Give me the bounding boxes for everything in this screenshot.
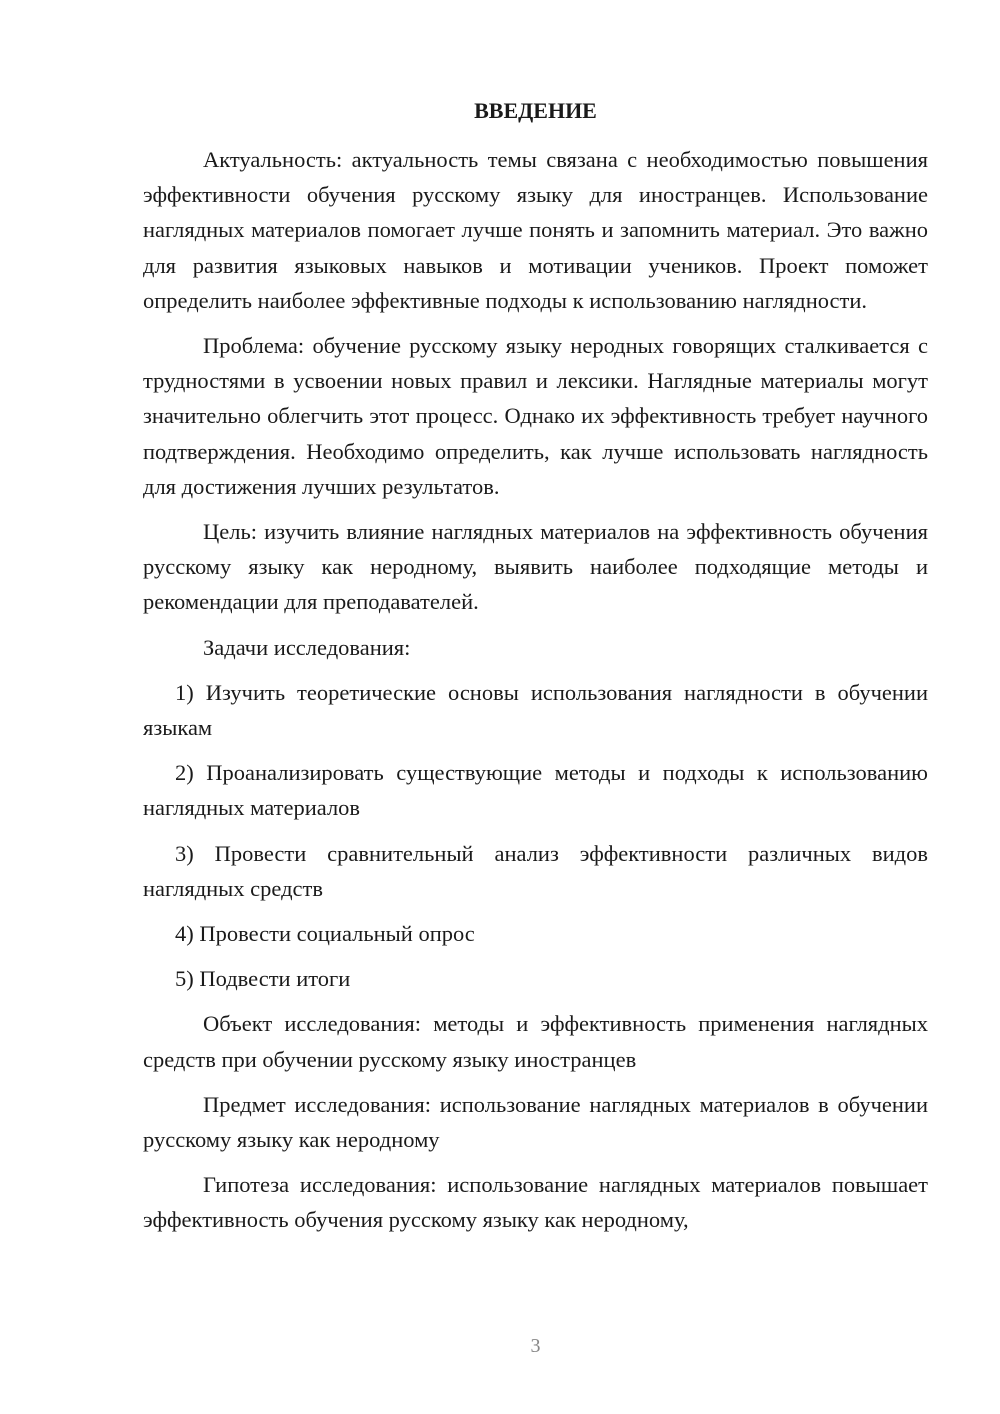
task-item-5: 5) Подвести итоги — [175, 966, 351, 992]
document-body — [143, 142, 928, 1248]
page-title: ВВЕДЕНИЕ — [474, 98, 597, 123]
task-item-1: 1) Изучить теоретические основы использования наглядности в обучении языкам — [143, 679, 928, 741]
task-item-4: 4) Провести социальный опрос — [175, 921, 475, 947]
paragraph-hypothesis: Гипотеза исследования: использование наглядных материалов повышает эффективность обучения русскому языку как неродному, — [143, 1172, 928, 1233]
task-item-3: 3) Провести сравнительный анализ эффективности различных видов наглядных средств — [143, 840, 928, 901]
paragraph-problem: Проблема: обучение русскому языку неродных говорящих сталкивается с трудностями в усвоении новых правил и лексики. Наглядные материалы могут значительно облегчить этот процесс. Однако их эффективность требует научного подтверждения. Необходимо определить, как лучше использовать наглядность для достижения лучших результатов. — [143, 333, 928, 499]
task-item-2: 2) Проанализировать существующие методы и подходы к использованию наглядных материалов — [143, 760, 928, 821]
document-page — [143, 0, 928, 1414]
paragraph-object: Объект исследования: методы и эффективность применения наглядных средств при обучении русскому языку иностранцев — [143, 1011, 928, 1072]
paragraph-goal: Цель: изучить влияние наглядных материалов на эффективность обучения русскому языку как неродному, выявить наиболее подходящие методы и рекомендации для преподавателей. — [143, 519, 928, 615]
paragraph-tasks-heading: Задачи исследования: — [203, 634, 411, 660]
paragraph-subject: Предмет исследования: использование наглядных материалов в обучении русскому языку как неродному — [143, 1091, 928, 1153]
page-number: 3 — [530, 1335, 541, 1357]
paragraph-relevance: Актуальность: актуальность темы связана с необходимостью повышения эффективности обучения русскому языку для иностранцев. Использование наглядных материалов помогает лучше понять и запомнить материал. Это важно для развития языковых навыков и мотивации учеников. Проект поможет определить наиболее эффективные подходы к использованию наглядности. — [143, 147, 928, 313]
